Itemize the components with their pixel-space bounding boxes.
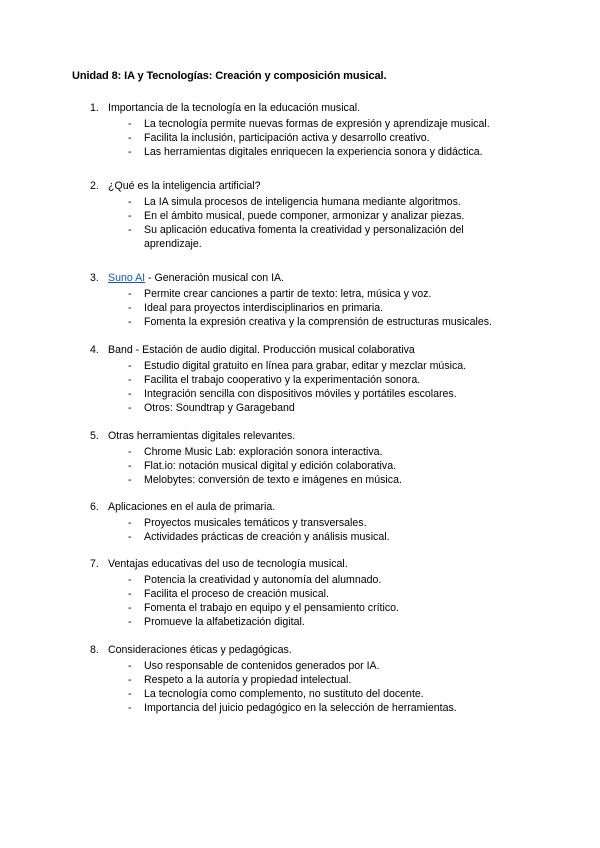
section-title: [108, 271, 284, 285]
document-title: Unidad 8: IA y Tecnologías: Creación y composición musical.: [72, 70, 387, 82]
bullet-dash: -: [128, 702, 132, 714]
section-heading: [0, 101, 600, 115]
bullet-dash: -: [128, 132, 132, 144]
section-heading: [0, 179, 600, 193]
bullet-dash: -: [128, 674, 132, 686]
list-item: - La tecnología permite nuevas formas de expresión y aprendizaje musical.: [128, 118, 490, 130]
list-item: - Fomenta la expresión creativa y la comprensión de estructuras musicales.: [128, 316, 492, 328]
section-title: Otras herramientas digitales relevantes.: [108, 430, 296, 442]
bullet-dash: -: [128, 531, 132, 543]
list-item: - Integración sencilla con dispositivos móviles y portátiles escolares.: [128, 388, 457, 400]
bullet-dash: -: [128, 688, 132, 700]
bullet-dash: -: [128, 146, 132, 158]
bullet-dash: -: [128, 660, 132, 672]
section-title: Consideraciones éticas y pedagógicas.: [108, 644, 292, 656]
list-item: - Las herramientas digitales enriquecen la experiencia sonora y didáctica.: [128, 146, 483, 158]
bullet-dash: -: [128, 224, 132, 236]
section-heading: [0, 343, 600, 357]
section-number: 4.: [90, 344, 99, 356]
section-7: [0, 557, 600, 629]
bullet-list: [0, 516, 600, 544]
bullet-dash: -: [128, 374, 132, 386]
bullet-dash: -: [128, 588, 132, 600]
bullet-list: [0, 117, 600, 159]
bullet-list: [0, 445, 600, 487]
section-heading: [0, 557, 600, 571]
list-item: - Fomenta el trabajo en equipo y el pensamiento crítico.: [128, 602, 399, 614]
list-item: - Ideal para proyectos interdisciplinarios en primaria.: [128, 302, 384, 314]
list-item: - Flat.io: notación musical digital y edición colaborativa.: [128, 460, 397, 472]
bullet-dash: -: [128, 474, 132, 486]
list-item: - Uso responsable de contenidos generados por IA.: [128, 660, 380, 672]
list-item: - Su aplicación educativa fomenta la creatividad y personalización del aprendizaje.: [128, 224, 464, 250]
list-item: - Actividades prácticas de creación y análisis musical.: [128, 531, 390, 543]
bullet-list: [0, 659, 600, 715]
suno-ai-link[interactable]: Suno AI: [108, 272, 146, 284]
list-item: - Facilita el trabajo cooperativo y la experimentación sonora.: [128, 374, 421, 386]
section-heading: [0, 271, 600, 285]
bullet-dash: -: [128, 616, 132, 628]
section-number: 6.: [90, 501, 99, 513]
section-title-text: - Generación musical con IA.: [145, 272, 285, 284]
bullet-dash: -: [128, 360, 132, 372]
list-item: - Proyectos musicales temáticos y transversales.: [128, 517, 367, 529]
bullet-dash: -: [128, 316, 132, 328]
bullet-dash: -: [128, 602, 132, 614]
bullet-list: [0, 287, 600, 329]
list-item: - Respeto a la autoría y propiedad intelectual.: [128, 674, 352, 686]
section-6: [0, 500, 600, 544]
bullet-dash: -: [128, 402, 132, 414]
bullet-dash: -: [128, 196, 132, 208]
bullet-dash: -: [128, 118, 132, 130]
list-item: - Estudio digital gratuito en línea para grabar, editar y mezclar música.: [128, 360, 467, 372]
bullet-dash: -: [128, 446, 132, 458]
bullet-dash: -: [128, 388, 132, 400]
bullet-list: [0, 573, 600, 629]
section-title: ¿Qué es la inteligencia artificial?: [108, 180, 261, 192]
section-number: 8.: [90, 644, 99, 656]
section-number: 3.: [90, 272, 99, 284]
list-item: - Potencia la creatividad y autonomía del alumnado.: [128, 574, 382, 586]
section-number: 2.: [90, 180, 99, 192]
bullet-dash: -: [128, 517, 132, 529]
bullet-dash: -: [128, 210, 132, 222]
section-number: 5.: [90, 430, 99, 442]
section-heading: [0, 643, 600, 657]
bullet-dash: -: [128, 574, 132, 586]
section-heading: [0, 500, 600, 514]
list-item: - La IA simula procesos de inteligencia humana mediante algoritmos.: [128, 196, 461, 208]
list-item: - Facilita el proceso de creación musical.: [128, 588, 329, 600]
bullet-list: [0, 359, 600, 415]
section-8: [0, 643, 600, 715]
list-item: - En el ámbito musical, puede componer, armonizar y analizar piezas.: [128, 210, 465, 222]
list-item: - Melobytes: conversión de texto e imágenes en música.: [128, 474, 402, 486]
bullet-list: [0, 195, 600, 251]
section-title: Importancia de la tecnología en la educación musical.: [108, 102, 361, 114]
list-item: - Importancia del juicio pedagógico en la selección de herramientas.: [128, 702, 457, 714]
section-5: [0, 429, 600, 487]
section-number: 1.: [90, 102, 99, 114]
list-item: - Permite crear canciones a partir de texto: letra, música y voz.: [128, 288, 432, 300]
section-1: [0, 101, 600, 159]
bullet-dash: -: [128, 302, 132, 314]
section-2: [0, 179, 600, 251]
section-title: Band - Estación de audio digital. Producción musical colaborativa: [108, 344, 415, 356]
list-item: - Facilita la inclusión, participación activa y desarrollo creativo.: [128, 132, 430, 144]
list-item: - Chrome Music Lab: exploración sonora interactiva.: [128, 446, 383, 458]
section-heading: [0, 429, 600, 443]
section-title: Aplicaciones en el aula de primaria.: [108, 501, 276, 513]
list-item: - La tecnología como complemento, no sustituto del docente.: [128, 688, 424, 700]
section-4: [0, 343, 600, 415]
section-number: 7.: [90, 558, 99, 570]
bullet-dash: -: [128, 288, 132, 300]
list-item: - Promueve la alfabetización digital.: [128, 616, 305, 628]
list-item: - Otros: Soundtrap y Garageband: [128, 402, 295, 414]
section-title: Ventajas educativas del uso de tecnología musical.: [108, 558, 348, 570]
bullet-dash: -: [128, 460, 132, 472]
section-3: [0, 271, 600, 329]
